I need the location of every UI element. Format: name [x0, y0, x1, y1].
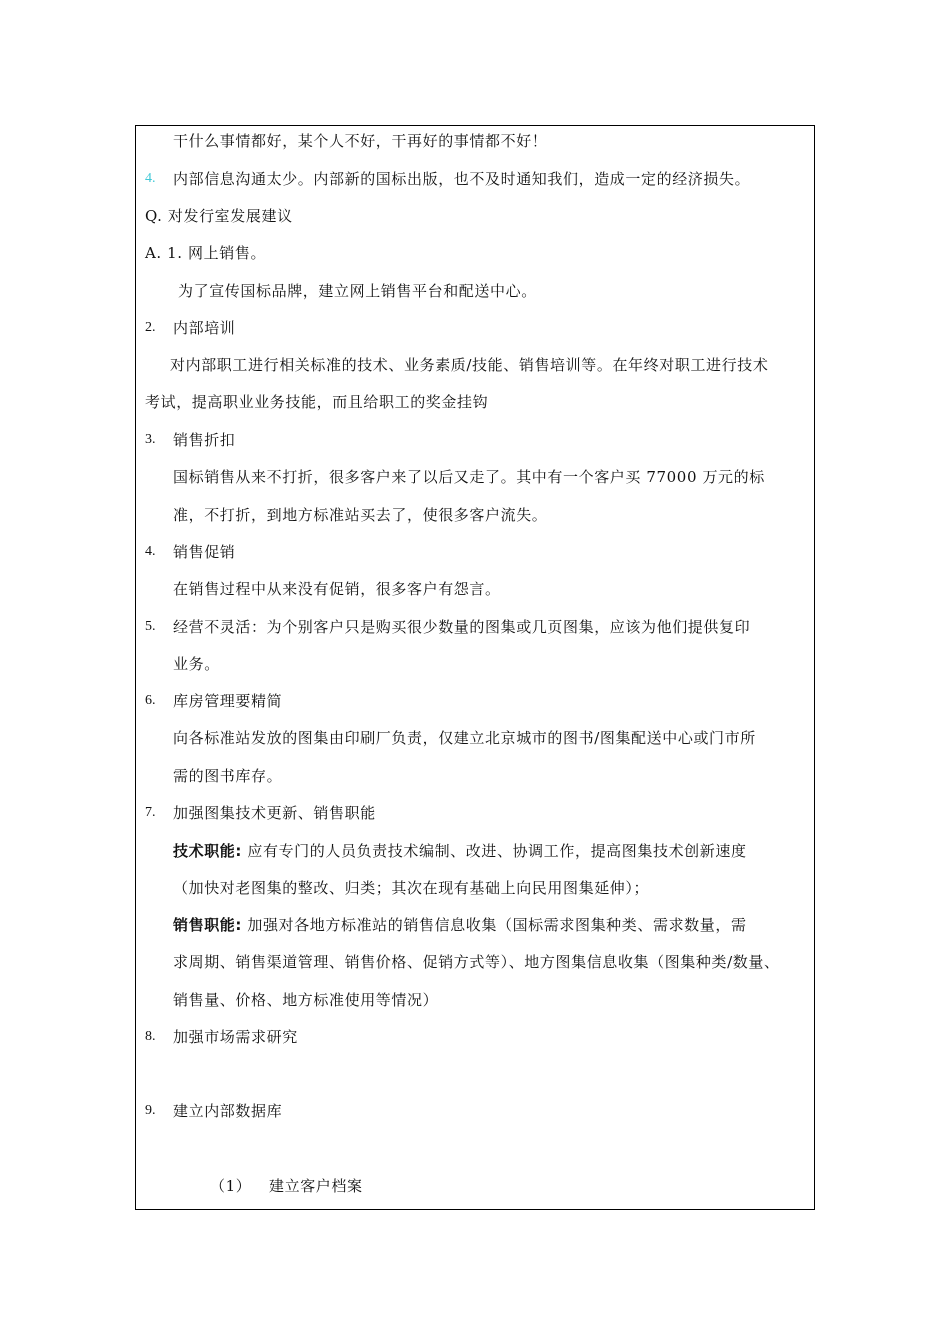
sales-function-text-2: 求周期、销售渠道管理、销售价格、促销方式等）、地方图集信息收集（图集种类/数量、 — [173, 953, 780, 971]
tech-function-text-1: 应有专门的人员负责技术编制、改进、协调工作，提高图集技术创新速度 — [247, 842, 747, 860]
section-5-text-1: 经营不灵活：为个别客户只是购买很少数量的图集或几页图集，应该为他们提供复印 — [173, 618, 751, 636]
section-9-number: 9. — [145, 1103, 156, 1118]
intro-line: 干什么事情都好，某个人不好，干再好的事情都不好！ — [173, 132, 548, 150]
section-7-number: 7. — [145, 805, 156, 820]
sales-function-text-3: 销售量、价格、地方标准使用等情况） — [173, 991, 439, 1009]
section-6-text-1: 向各标准站发放的图集由印刷厂负责，仅建立北京城市的图书/图集配送中心或门市所 — [173, 729, 756, 747]
section-4-title: 销售促销 — [173, 543, 236, 561]
section-8-number: 8. — [145, 1029, 156, 1044]
section-2-text-1: 对内部职工进行相关标准的技术、业务素质/技能、销售培训等。在年终对职工进行技术 — [170, 356, 769, 374]
section-2-number: 2. — [145, 320, 156, 335]
subsection-1-title: 建立客户档案 — [269, 1177, 363, 1195]
section-6-number: 6. — [145, 693, 156, 708]
section-2-title: 内部培训 — [173, 319, 236, 337]
tech-function-text-2: （加快对老图集的整改、归类；其次在现有基础上向民用图集延伸）； — [173, 879, 650, 897]
section-4-text-1: 在销售过程中从来没有促销，很多客户有怨言。 — [173, 580, 501, 598]
section-9-title: 建立内部数据库 — [173, 1102, 283, 1120]
tech-function-label: 技术职能: — [173, 842, 242, 860]
sales-function-text-1: 加强对各地方标准站的销售信息收集（国标需求图集种类、需求数量，需 — [247, 916, 747, 934]
answer-1-text: 为了宣传国标品牌，建立网上销售平台和配送中心。 — [178, 282, 537, 300]
sales-function-line — [173, 915, 747, 935]
section-8-title: 加强市场需求研究 — [173, 1028, 298, 1046]
section-6-title: 库房管理要精简 — [173, 692, 283, 710]
section-3-title: 销售折扣 — [173, 431, 236, 449]
sales-function-label: 销售职能: — [173, 916, 242, 934]
point-4-text: 内部信息沟通太少。内部新的国标出版，也不及时通知我们，造成一定的经济损失。 — [173, 170, 751, 188]
point-4-number: 4. — [145, 171, 156, 186]
section-3-number: 3. — [145, 432, 156, 447]
answer-1-heading: A. 1. 网上销售。 — [145, 244, 267, 262]
question-heading: Q. 对发行室发展建议 — [145, 207, 293, 225]
section-3-text-1: 国标销售从来不打折，很多客户来了以后又走了。其中有一个客户买 77000 万元的标 — [173, 468, 765, 486]
section-3-text-2: 准，不打折，到地方标准站买去了，使很多客户流失。 — [173, 506, 548, 524]
section-6-text-2: 需的图书库存。 — [173, 767, 283, 785]
section-4-number: 4. — [145, 544, 156, 559]
section-5-text-2: 业务。 — [173, 655, 220, 673]
section-5-number: 5. — [145, 619, 156, 634]
section-2-text-2: 考试，提高职业业务技能，而且给职工的奖金挂钩 — [145, 393, 489, 411]
subsection-1-number: （1） — [210, 1177, 252, 1195]
section-7-title: 加强图集技术更新、销售职能 — [173, 804, 376, 822]
tech-function-line — [173, 841, 747, 861]
